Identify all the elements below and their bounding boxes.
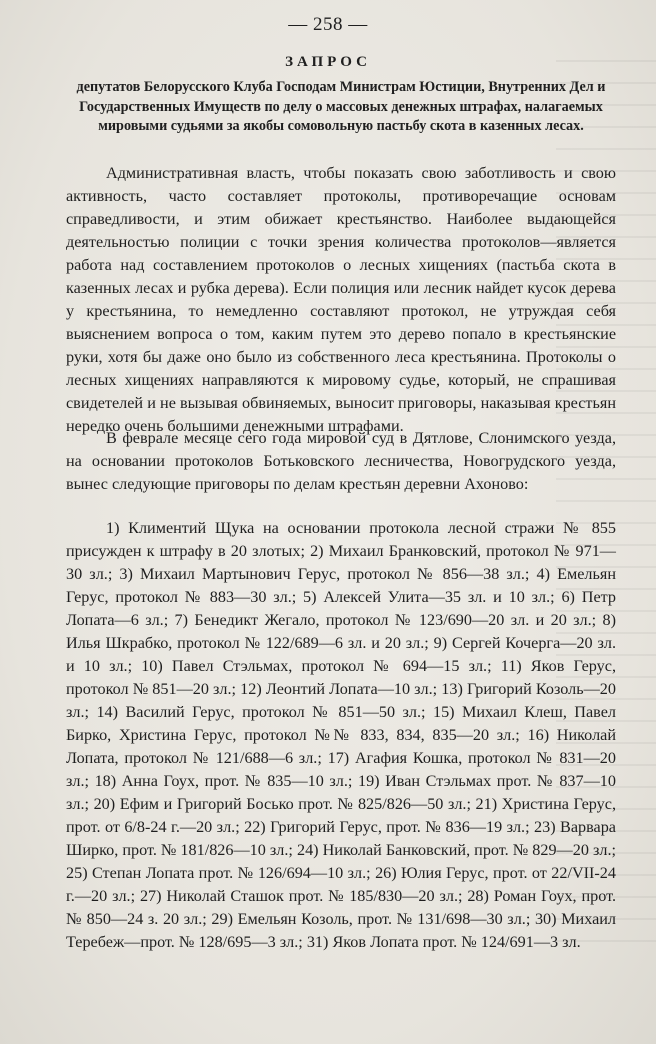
document-title: ЗАПРОС [285,54,371,70]
paragraph-sentences-list: 1) Климентий Щука на основании протокола лесной стражи № 855 присужден к штрафу в 20 злотых; 2) Михаил Бранковский, протокол № 971—30 зл.; 3) Михаил Мартынович Герус, протокол № 856—38 зл.; 4) Емельян Герус, протокол № 883—30 зл.; 5) Алексей Улита—35 зл. и 10 зл.; 6) Петр Лопата—6 зл.; 7) Бенедикт Жегало, протокол № 123/690—20 зл. и 20 зл.; 8) Илья Шкрабко, протокол № 122/689—6 зл. и 20 зл.; 9) Сергей Кочерга—20 зл. и 10 зл.; 10) Павел Стэльмах, протокол № 694—15 зл.; 11) Яков Герус, протокол № 851—20 зл.; 12) Леонтий Лопата—10 зл.; 13) Григорий Козоль—20 зл.; 14) Василий Герус, протокол № 851—50 зл.; 15) Михаил Клеш, Павел Бирко, Христина Герус, протокол №№ 833, 834, 835—20 зл.; 16) Николай Лопата, протокол № 121/688—6 зл.; 17) Агафия Кошка, протокол № 831—20 зл.; 18) Анна Гоух, прот. № 835—10 зл.; 19) Иван Стэльмах прот. № 837—10 зл.; 20) Ефим и Григорий Босько прот. № 825/826—50 зл.; 21) Христина Герус, прот. от 6/8-24 г.—20 зл.; 22) Григорий Герус, прот. № 836—19 зл.; 23) Варвара Ширко, прот. № 181/826—10 зл.; 24) Николай Банковский, прот. № 829—20 зл.; 25) Степан Лопата прот. № 126/694—10 зл.; 26) Юлия Герус, прот. от 22/VII-24 г.—20 зл.; 27) Николай Сташок прот. № 185/830—20 зл.; 28) Роман Гоух, прот. № 850—24 з. 20 зл.; 29) Емельян Козоль, прот. № 131/698—30 зл.; 30) Михаил Теребеж—прот. № 128/695—3 зл.; 31) Яков Лопата прот. № 124/691—3 зл. [66,519,616,951]
paragraph-intro: Административная власть, чтобы показать свою заботливость и свою активность, часто составляет протоколы, противоречащие основам справедливости, и этим обижает крестьянство. Наиболее выдающейся деятельностью полиции с точки зрения количества протоколов—является работа над составлением протоколов о лесных хищениях (пастьба скота в казенных лесах и рубка дерева). Если полиция или лесник найдет кусок дерева у крестьянина, то немедленно составляют протокол, не утруждая себя выяснением вопроса о том, каким путем это дерево попало в крестьянские руки, хотя бы даже оно было из собственного леса крестьянина. Протоколы о лесных хищениях направляются к мировому судье, который, не спрашивая свидетелей и не вызывая обвиняемых, выносит приговоры, наказывая крестьян нередко очень большими денежными штрафами. [66,164,616,435]
document-subtitle: депутатов Белорусского Клуба Господам Министрам Юстиции, Внутренних Дел и Государственных Имуществ по делу о массовых денежных штрафах, налагаемых мировыми судьями за якобы сомовольную пастьбу скота в казенных лесах. [76,79,606,134]
paragraph-february: В феврале месяце сего года мировой суд в Дятлове, Слонимского уезда, на основании протоколов Ботьковского лесничества, Новогрудского уезда, вынес следующие приговоры по делам крестьян деревни Ахоново: [66,429,616,493]
page-number: — 258 — [288,14,368,35]
